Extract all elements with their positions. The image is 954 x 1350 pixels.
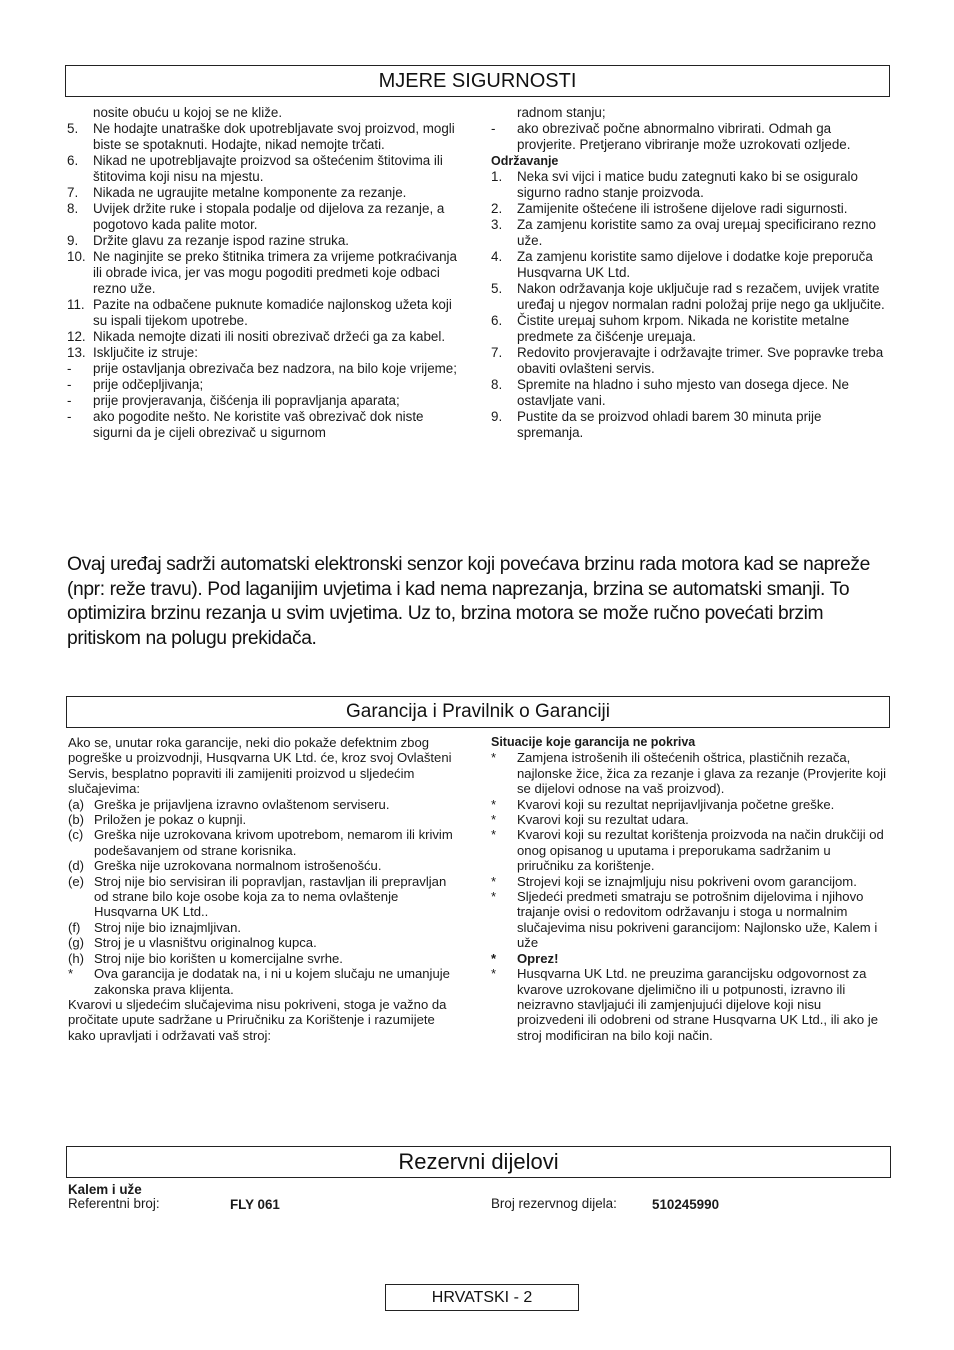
warranty-condition [68,935,464,950]
caution-row [491,951,891,966]
maintenance-item [491,409,891,441]
safety-item-text: Pazite na odbačene puknute komadiće najlonskog užeta koji su ispali tijekom upotrebe. [93,297,452,328]
safety-item-marker: 7. [67,185,79,200]
safety-item-marker: 6. [67,153,79,168]
not-covered-item-text: Kvarovi koji su rezultat korištenja proizvoda na način drukčiji od onog opisanog u uputama i preporukama sadržanim u priručniku za korištenje. [517,827,884,874]
maintenance-heading: Održavanje [491,154,559,168]
not-covered-item [491,827,891,873]
caution-label: Oprez! [517,950,559,966]
parts-title-box [66,1146,891,1178]
maintenance-item-text: Za zamjenu koristite samo za ovaj ureµaj specificirano rezno uže. [517,217,877,248]
safety-item-text: prije odčepljivanja; [93,377,204,392]
not-covered-item-text: Sljedeći predmeti smatraju se potrošnim dijelovima i njihovo trajanje ovisi o redovitom održavanju i stoga u normalnim slučajevima nisu pokriveni garancijom: Najlonsko uže, Kalem i uže [517,889,878,951]
safety-left-column [67,105,465,441]
not-covered-item [491,874,891,889]
warranty-condition-text: Ova garancija je dodatak na, i ni u kojem slučaju ne umanjuje zakonska prava klijenta. [94,966,450,997]
safety-item [67,297,465,329]
warranty-intro: Ako se, unutar roka garancije, neki dio pokaže defektnim zbog pogreške u proizvodnji, Husqvarna UK Ltd. će, kroz svoj Ovlašteni Servis, besplatno popraviti ili zamijeniti proizvod u sljedećim slučajevima: [68,735,452,797]
safety-item [67,185,465,201]
not-covered-item-marker: * [491,796,497,812]
maintenance-item [491,201,891,217]
caution-star: * [491,950,497,966]
safety-item-marker: 11. [67,297,85,312]
maintenance-item [491,345,891,377]
warranty-condition-marker: (a) [68,796,85,812]
maintenance-item-marker: 8. [491,377,503,392]
warranty-condition [68,827,464,858]
maintenance-item [491,249,891,281]
safety-item-marker: 9. [67,233,79,248]
safety-item [67,393,465,409]
page-footer-box [385,1284,579,1311]
safety-item-marker: 13. [67,345,86,360]
safety-item [67,249,465,297]
maintenance-item [491,313,891,345]
warranty-condition-text: Stroj je u vlasništvu originalnog kupca. [94,935,317,951]
sensor-notice: Ovaj uređaj sadrži automatski elektronski senzor koji povećava brzinu rada motora kad se napreže (npr: reže travu). Pod laganijim uvjetima i kad nema naprezanja, brzina se automatski smanji. To optimizira brzinu rezanja u svim uvjetima. Uz to, brzina motora se može ručno povećati brzim pritiskom na polugu prekidača. [67,554,870,649]
safety-item-text: Uvijek držite ruke i stopala podalje od dijelova za rezanje, a pogotovo kada palite motor. [93,201,445,232]
maintenance-item [491,217,891,249]
caution-item: * Husqvarna UK Ltd. ne preuzima garancijsku odgovornost za kvarove uzrokovane djelimično ili u potpunosti, izravno ili neizravno stavljajući ili zamjenjujući dijelove koji nisu proizvedeni ili odobreni od strane Husqvarna UK Ltd., ili ako je stroj modificiran na bilo koji način. [491,966,879,1043]
safety-title: MJERE SIGURNOSTI [378,69,577,92]
safety-item [67,345,465,361]
maintenance-item-marker: 9. [491,409,503,424]
not-covered-item-marker: * [491,827,497,843]
safety-item-text: prije provjeravanja, čišćenja ili popravljanja aparata; [93,393,400,408]
safety-item-text: Isključite iz struje: [93,345,198,360]
safety-item-marker: 8. [67,201,79,216]
safety-title-box [65,65,890,97]
not-covered-item-text: Kvarovi koji su rezultat neprijavljivanja početne greške. [517,796,835,812]
warranty-condition-text: Priložen je pokaz o kupnji. [94,812,247,828]
maintenance-item-text: Zamijenite oštećene ili istrošene dijelove radi sigurnosti. [517,201,848,216]
safety-right-column [491,105,891,441]
safety-item-text: Nikada nemojte dizati ili nositi obrezivač držeći ga za kabel. [93,329,446,344]
ref-value: FLY 061 [230,1197,280,1212]
warranty-condition-marker: (e) [68,873,85,889]
not-covered-item [491,812,891,827]
safety-item-marker [67,105,93,121]
warranty-condition-marker: (h) [68,950,85,966]
safety-item-marker: - [67,361,72,376]
maintenance-item-text: Spremite na hladno i suho mjesto van dosega djece. Ne ostavljate vani. [517,377,849,408]
warranty-condition [68,951,464,966]
warranty-outro: Kvarovi u sljedećim slučajevima nisu pokriveni, stoga je važno da pročitate upute sadržane u Priručniku za Korištenje i razumijete kako upravljati i održavati vaš stroj: [68,996,447,1043]
warranty-condition-marker: (d) [68,858,85,874]
safety-item-marker: 5. [67,121,79,136]
warranty-condition-marker: * [68,966,74,982]
safety-item-text: nosite obuću u kojoj se ne kliže. [93,105,283,120]
safety-item [67,121,465,153]
safety-item [491,105,891,121]
warranty-condition-marker: (c) [68,827,84,843]
warranty-condition [68,812,464,827]
not-covered-item [491,797,891,812]
safety-item [67,233,465,249]
warranty-condition-text: Greška je prijavljena izravno ovlaštenom serviseru. [94,796,390,812]
not-covered-item-marker: * [491,889,497,905]
warranty-condition [68,920,464,935]
page-label: HRVATSKI - 2 [431,1288,533,1306]
safety-item-marker: - [67,377,72,392]
safety-item-marker: 12. [67,329,86,344]
maintenance-item-marker: 1. [491,169,503,184]
safety-item-text: ako pogodite nešto. Ne koristite vaš obrezivač dok niste sigurni da je cijeli obrezivač u sigurnom [93,409,424,440]
safety-item-marker [491,105,517,121]
warranty-condition [68,874,464,920]
warranty-condition-text: Stroj nije bio iznajmljivan. [94,919,242,935]
maintenance-item-text: Redovito provjeravajte i održavajte trimer. Sve popravke treba obaviti ovlašteni servis. [517,345,884,376]
safety-item-text: Nikad ne upotrebljavajte proizvod sa oštećenim štitovima ili štitovima koji nisu na mjestu. [93,153,443,184]
safety-item-text: Ne hodajte unatraške dok upotrebljavate svoj proizvod, mogli biste se spotaknuti. Hodajte, nikad nemojte trčati. [93,121,455,152]
not-covered-heading: Situacije koje garancija ne pokriva [491,735,696,749]
warranty-condition-marker: (b) [68,812,85,828]
maintenance-item-marker: 5. [491,281,503,296]
maintenance-item-text: Za zamjenu koristite samo dijelove i dodatke koje preporuča Husqvarna UK Ltd. [517,249,873,280]
maintenance-item-text: Pustite da se proizvod ohladi barem 30 minuta prije spremanja. [517,409,822,440]
warranty-condition-text: Stroj nije bio korišten u komercijalne svrhe. [94,950,343,966]
safety-item-text: radnom stanju; [517,105,606,120]
not-covered-item-marker: * [491,873,497,889]
spare-label: Broj rezervnog dijela: [491,1196,617,1211]
spare-value: 510245990 [652,1197,720,1212]
not-covered-item-marker: * [491,750,497,766]
maintenance-item-marker: 4. [491,249,503,264]
warranty-condition-text: Greška nije uzrokovana krivom upotrebom, nemarom ili krivim podešavanjem od strane korisnika. [94,827,453,858]
warranty-right-column [491,735,891,1043]
safety-item [491,121,891,153]
safety-item-marker: - [67,409,72,424]
maintenance-item-marker: 6. [491,313,503,328]
warranty-left-column [68,735,464,1043]
maintenance-item [491,281,891,313]
safety-item-text: Držite glavu za rezanje ispod razine struka. [93,233,350,248]
not-covered-item-text: Kvarovi koji su rezultat udara. [517,812,689,828]
parts-title: Rezervni dijelovi [398,1149,559,1174]
warranty-condition-marker: (g) [68,935,85,951]
not-covered-item [491,889,891,951]
safety-item-text: prije ostavljanja obrezivača bez nadzora, na bilo koje vrijeme; [93,361,457,376]
safety-item-text: ako obrezivač počne abnormalno vibrirati. Odmah ga provjerite. Pretjerano vibriranje može uzrokovati ozljede. [517,121,851,152]
not-covered-item-text: Strojevi koji se iznajmljuju nisu pokriveni ovom garancijom. [517,873,857,889]
warranty-condition [68,966,464,997]
maintenance-item-text: Čistite ureµaj suhom krpom. Nikada ne koristite metalne predmete za čišćenje ureµaja. [517,313,850,344]
parts-item-heading: Kalem i uže [68,1182,142,1197]
warranty-condition [68,797,464,812]
safety-item-text: Nikada ne ugrauјite metalne komponente za rezanje. [93,185,407,200]
not-covered-item [491,750,891,796]
maintenance-item-text: Nakon održavanja koje uključuje rad s rezačem, uvijek vratite uređaj u njegov normalan radni položaj prije nego ga uključite. [517,281,885,312]
maintenance-item-marker: 7. [491,345,503,360]
warranty-title-box [66,696,890,728]
safety-item [67,409,465,441]
safety-item [67,329,465,345]
maintenance-item [491,169,891,201]
warranty-condition-marker: (f) [68,919,81,935]
warranty-condition-text: Greška nije uzrokovana normalnom istrošenošću. [94,858,382,874]
safety-item-marker: - [491,121,496,136]
safety-item [67,105,465,121]
maintenance-item-marker: 2. [491,201,503,216]
maintenance-item-marker: 3. [491,217,503,232]
safety-item-marker: 10. [67,249,86,264]
safety-item-text: Ne naginjite se preko štitnika trimera za vrijeme potkraćivanja ili obrade ivica, jer vas mogu pogoditi predmeti koje odbaci rezno uže. [93,249,457,296]
warranty-condition [68,858,464,873]
warranty-title: Garancija i Pravilnik o Garanciji [346,701,610,722]
safety-item [67,361,465,377]
ref-label: Referentni broj: [68,1196,160,1211]
safety-item [67,201,465,233]
maintenance-item-text: Neka svi vijci i matice budu zategnuti kako bi se osiguralo sigurno radno stanje proizvoda. [517,169,858,200]
maintenance-item [491,377,891,409]
safety-item-marker: - [67,393,72,408]
not-covered-item-text: Zamjena istrošenih ili oštećenih oštrica, plastičnih rezača, najlonske žice, žica za rezanje i glava za rezanje (Provjerite koji se dijelovi odnose na vaš proizvod). [517,750,886,797]
not-covered-item-marker: * [491,812,497,828]
safety-item [67,377,465,393]
safety-item [67,153,465,185]
warranty-condition-text: Stroj nije bio servisiran ili popravljan, rastavljan ili prepravljan od strane bilo koje osobe koja za to nema ovlaštenje Husqvarna UK Ltd.. [94,873,447,920]
